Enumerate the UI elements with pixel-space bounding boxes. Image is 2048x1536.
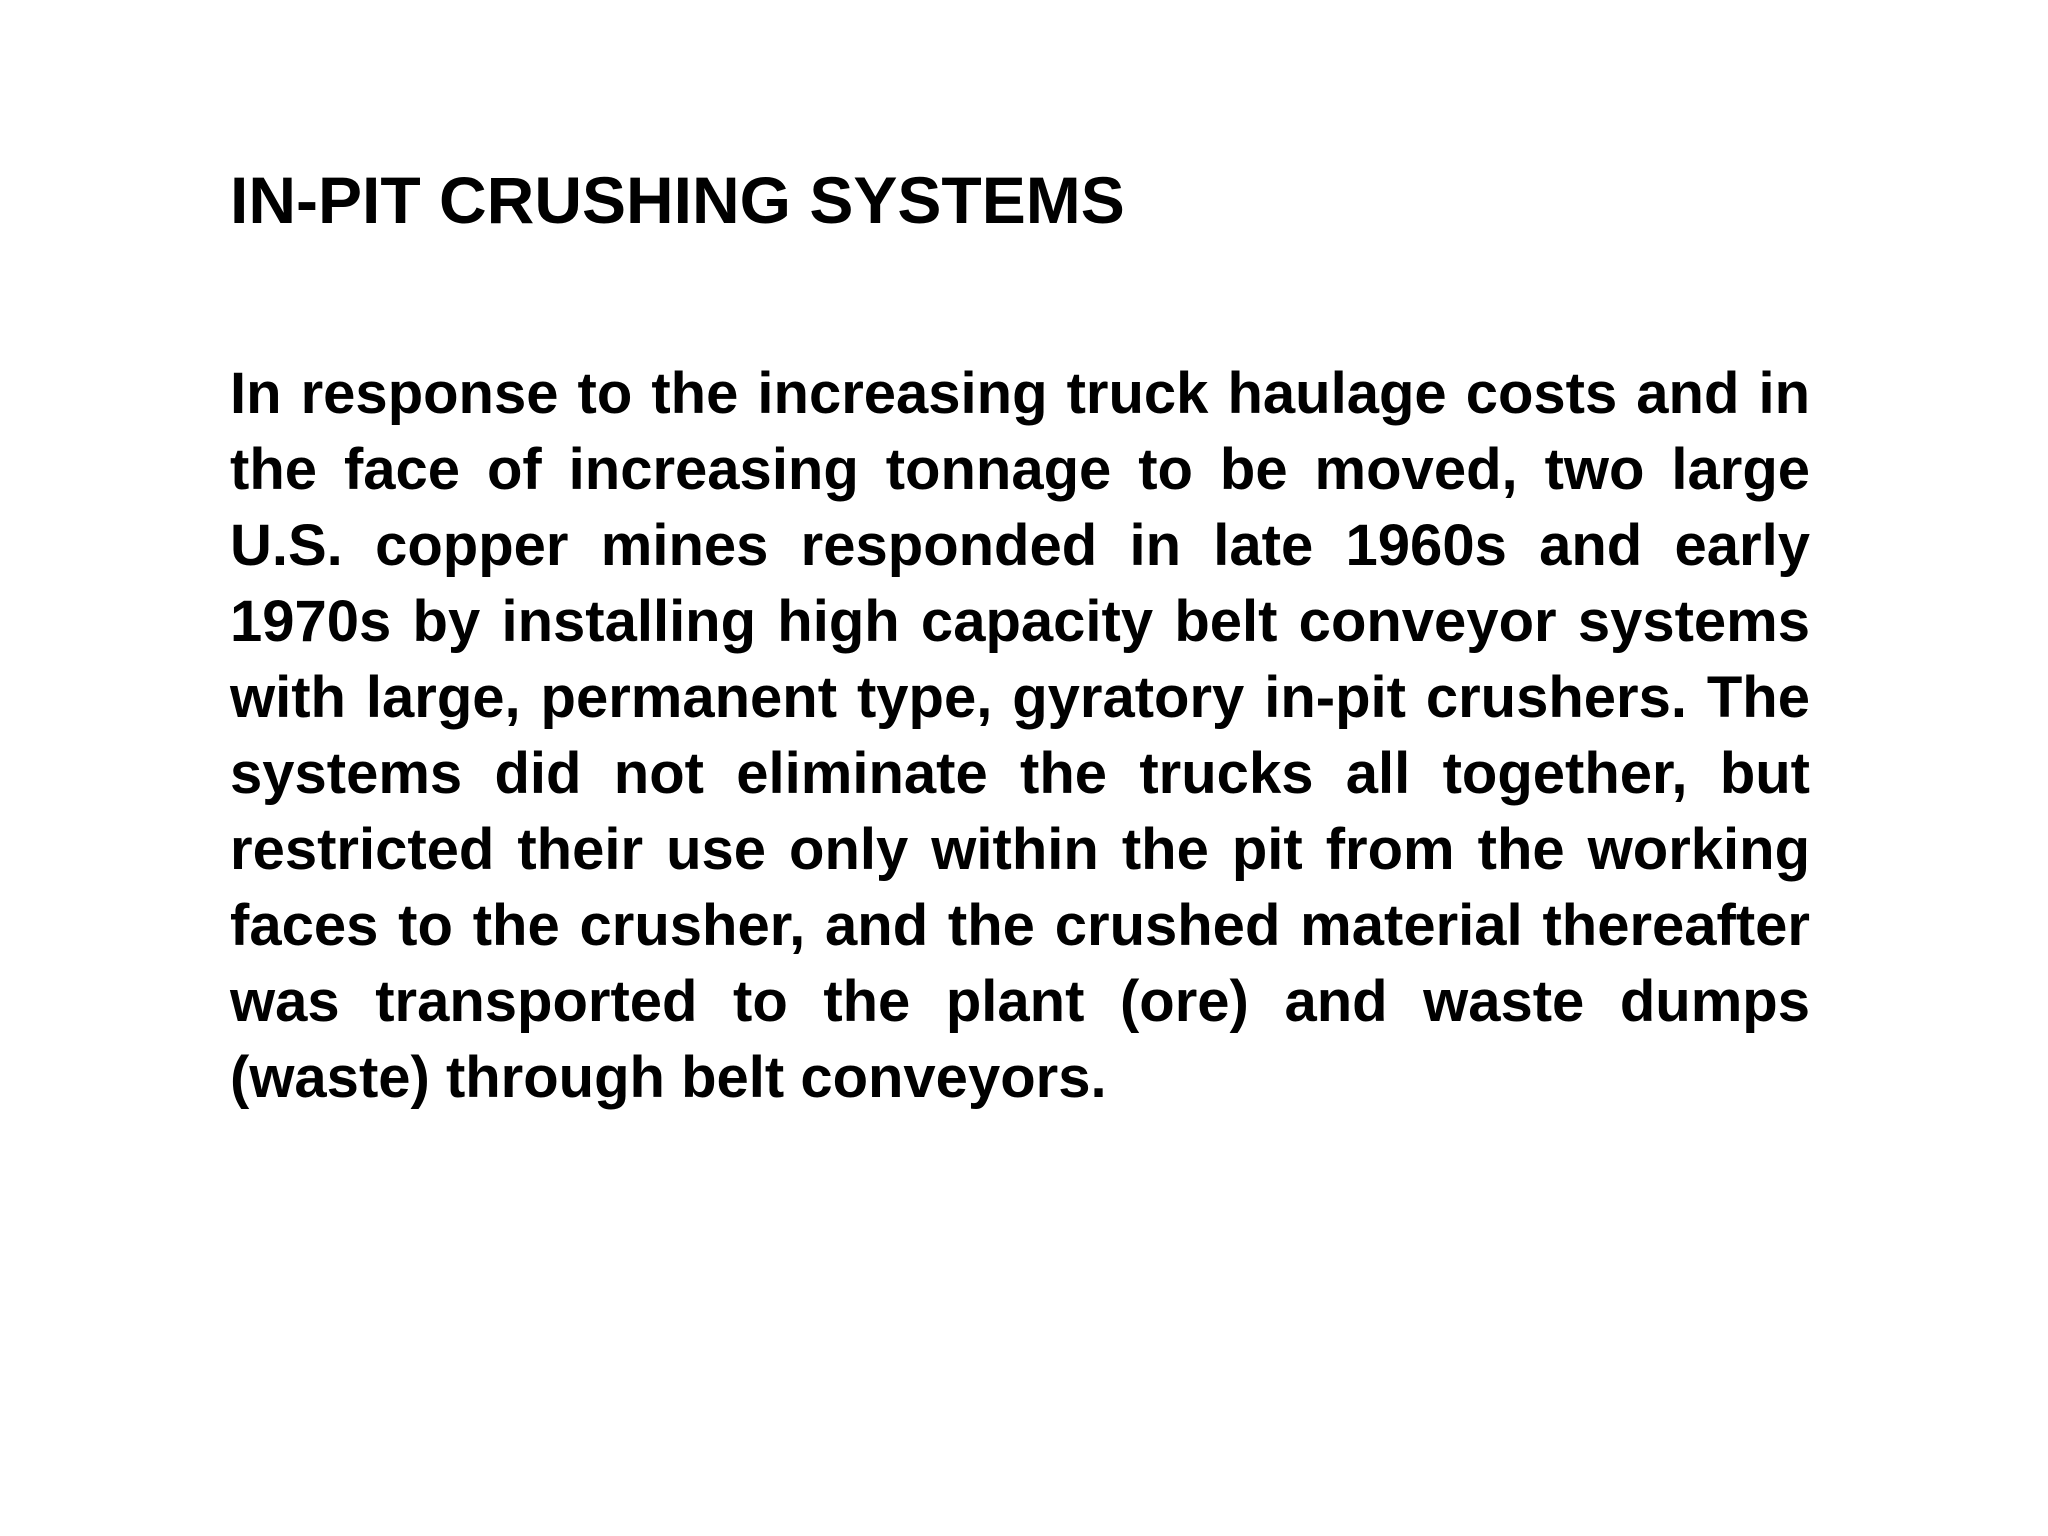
slide-title: IN-PIT CRUSHING SYSTEMS (230, 163, 1125, 237)
slide-paragraph: In response to the increasing truck haulage costs and in the face of increasing tonnage to be moved, two large U.S. copper mines responded in late 1960s and early 1970s by installing high capacity belt conveyor systems with large, permanent type, gyratory in-pit crushers. The systems did not eliminate the trucks all together, but restricted their use only within the pit from the working faces to the crusher, and the crushed material thereafter was transported to the plant (ore) and waste dumps (waste) through belt conveyors. (230, 361, 1810, 1110)
